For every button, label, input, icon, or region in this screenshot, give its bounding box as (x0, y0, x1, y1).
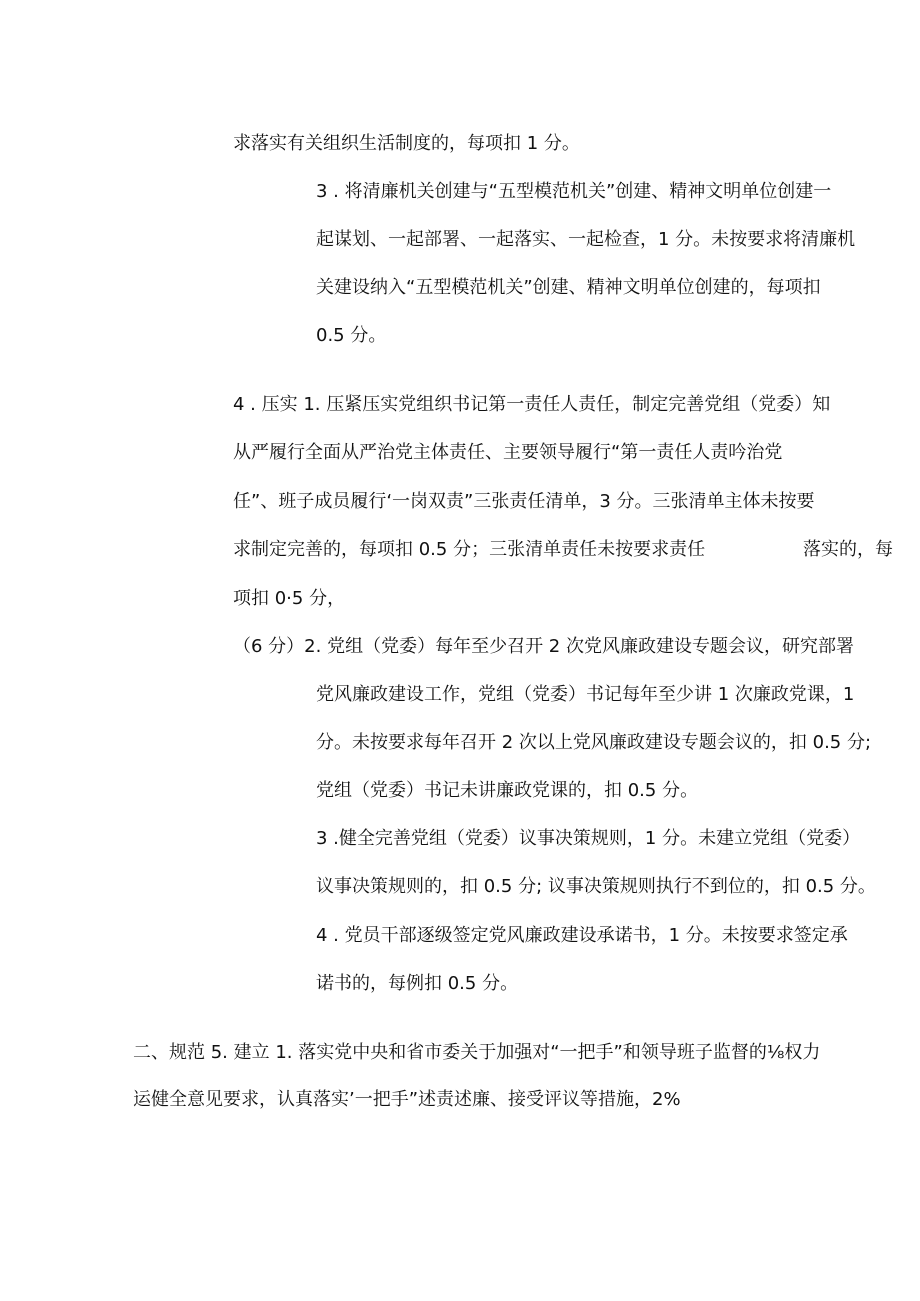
text-line: 二、规范 5. 建立 1. 落实党中央和省市委关于加强对“一把手”和领导班子监督的⅛权力 (133, 1042, 821, 1063)
text-line: 3 . 将清廉机关创建与“五型模范机关”创建、精神文明单位创建一 (316, 181, 832, 202)
text-line: 4 . 党员干部逐级签定党风廉政建设承诺书，1 分。未按要求签定承 (316, 925, 848, 946)
text-line: 议事决策规则的，扣 0.5 分; 议事决策规则执行不到位的，扣 0.5 分。 (316, 876, 876, 897)
text-line: 3 .健全完善党组（党委）议事决策规则，1 分。未建立党组（党委） (316, 828, 861, 849)
text-line: 党组（党委）书记未讲廉政党课的，扣 0.5 分。 (316, 780, 699, 801)
text-line: 任”、班子成员履行‘一岗双责”三张责任清单，3 分。三张清单主体未按要 (233, 491, 815, 512)
text-line: 诺书的，每例扣 0.5 分。 (316, 973, 519, 994)
text-line: 分。未按要求每年召开 2 次以上党风廉政建设专题会议的，扣 0.5 分; (316, 732, 872, 753)
text-line: （6 分）2. 党组（党委）每年至少召开 2 次党风廉政建设专题会议，研究部署 (233, 636, 854, 657)
text-line: 4 . 压实 1. 压紧压实党组织书记第一责任人责任，制定完善党组（党委）知 (233, 394, 831, 415)
text-line: 项扣 0·5 分， (233, 588, 346, 609)
text-line: 从严履行全面从严治党主体责任、主要领导履行“第一责任人责吟治党 (233, 442, 783, 463)
text-line: 求制定完善的，每项扣 0.5 分；三张清单责任未按要求责任 (233, 539, 706, 560)
text-line: 0.5 分。 (316, 325, 387, 346)
text-line: 运健全意见要求，认真落实’一把手”述责述廉、接受评议等措施，2% (133, 1089, 681, 1110)
text-line: 关建设纳入“五型模范机关”创建、精神文明单位创建的，每项扣 (316, 277, 821, 298)
text-line: 落实的，每 (803, 539, 893, 560)
text-line: 求落实有关组织生活制度的，每项扣 1 分。 (233, 133, 580, 154)
text-line: 党风廉政建设工作，党组（党委）书记每年至少讲 1 次廉政党课，1 (316, 684, 855, 705)
text-line: 起谋划、一起部署、一起落实、一起检查，1 分。未按要求将清廉机 (316, 229, 856, 250)
